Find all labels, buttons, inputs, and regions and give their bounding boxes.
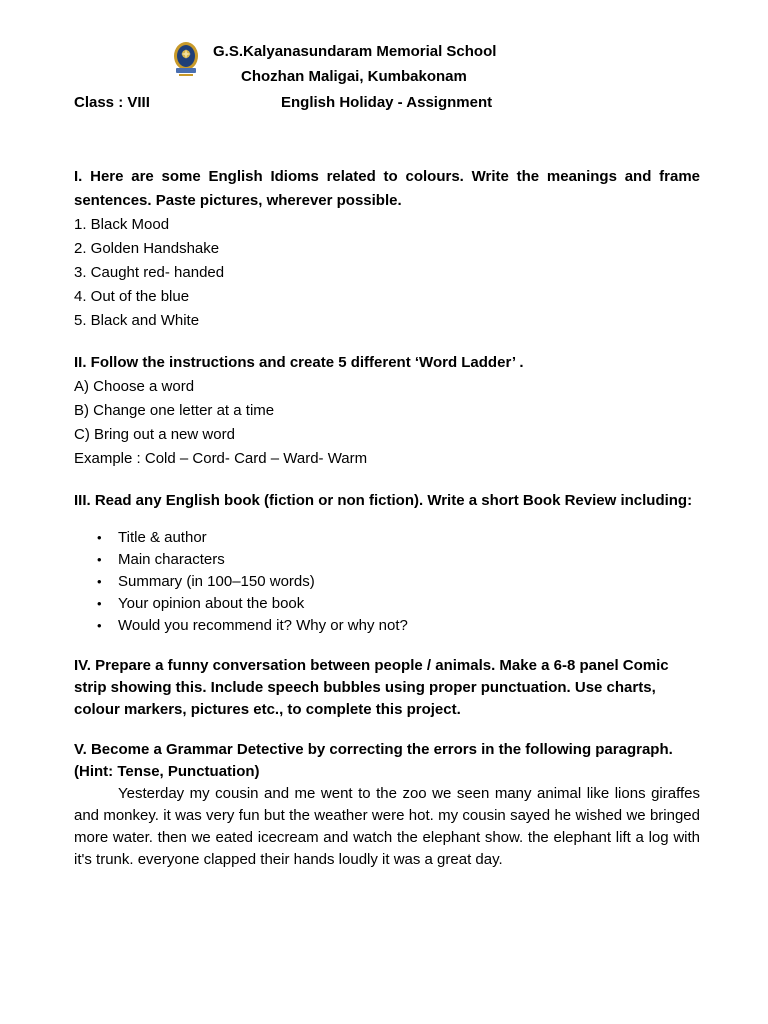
instruction-item: A) Choose a word xyxy=(74,378,195,395)
section-4-heading: IV. Prepare a funny conversation between people / animals. Make a 6-8 panel Comic strip showing this. Include speech bubbles using proper punctuation. Use charts, colour markers, pictures etc., to complete this project. xyxy=(74,657,669,718)
idiom-item: 1. Black Mood xyxy=(74,216,170,233)
assignment-body xyxy=(74,165,700,871)
bullet-icon: • xyxy=(97,530,102,545)
section-3-heading: III. Read any English book (fiction or non fiction). Write a short Book Review including: xyxy=(74,492,693,509)
idiom-item: 5. Black and White xyxy=(74,312,200,329)
section-5 xyxy=(74,739,700,871)
section-2-heading: II. Follow the instructions and create 5 different ‘Word Ladder’ . xyxy=(74,354,524,371)
instruction-item: B) Change one letter at a time xyxy=(74,402,275,419)
book-review-list xyxy=(74,527,700,637)
school-address: Chozhan Maligai, Kumbakonam xyxy=(241,68,467,85)
class-label: Class : VIII xyxy=(74,94,150,111)
section-1 xyxy=(74,165,700,333)
list-item: • Your opinion about the book xyxy=(74,593,700,615)
school-name: G.S.Kalyanasundaram Memorial School xyxy=(213,43,497,60)
section-5-heading: V. Become a Grammar Detective by correcting the errors in the following paragraph. xyxy=(74,741,673,758)
example-line: Example : Cold – Cord- Card – Ward- Warm xyxy=(74,450,368,467)
section-3 xyxy=(74,489,700,637)
list-item: • Summary (in 100–150 words) xyxy=(74,571,700,593)
bullet-icon: • xyxy=(97,552,102,567)
idiom-item: 4. Out of the blue xyxy=(74,288,190,305)
list-item: • Would you recommend it? Why or why not? xyxy=(74,615,700,637)
section-1-heading: I. Here are some English Idioms related to colours. Write the meanings and frame sentences. Paste pictures, wherever possible. xyxy=(74,168,700,209)
list-item: • Main characters xyxy=(74,549,700,571)
idiom-item: 3. Caught red- handed xyxy=(74,264,225,281)
school-logo-icon xyxy=(173,40,199,78)
bullet-icon: • xyxy=(97,618,102,633)
assignment-title: English Holiday - Assignment xyxy=(281,94,493,111)
section-2 xyxy=(74,351,700,471)
list-item: • Title & author xyxy=(74,527,700,549)
idiom-item: 2. Golden Handshake xyxy=(74,240,220,257)
grammar-paragraph: Yesterday my cousin and me went to the zoo we seen many animal like lions giraffes and monkey. it was very fun but the weather were hot. my cousin sayed he wished we bringed more water. then we eated icecream and watch the elephant show. the elephant lift a log with it's trunk. everyone clapped their hands loudly it was a great day. xyxy=(74,785,700,868)
bullet-icon: • xyxy=(97,596,102,611)
instruction-item: C) Bring out a new word xyxy=(74,426,235,443)
section-4 xyxy=(74,655,700,721)
section-5-hint: (Hint: Tense, Punctuation) xyxy=(74,763,260,780)
bullet-icon: • xyxy=(97,574,102,589)
